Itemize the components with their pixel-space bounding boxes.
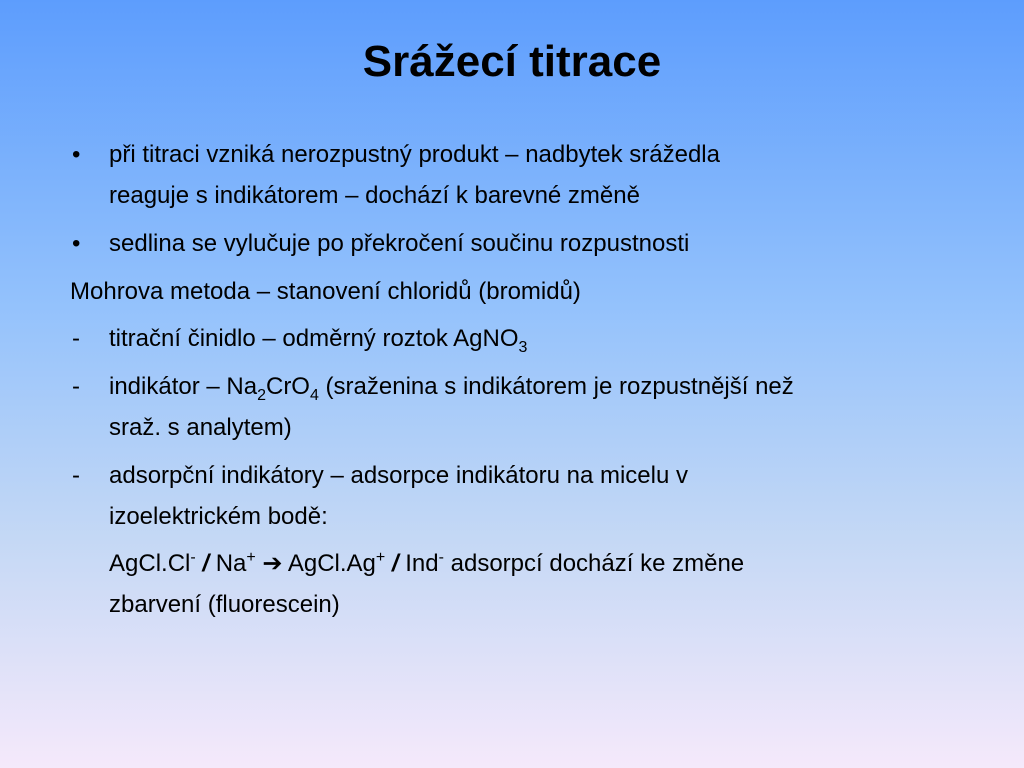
bullet-2-text: sedlina se vylučuje po překročení součinu rozpustnosti — [109, 230, 690, 257]
item-2-text-cont: sraž. s analytem) — [109, 414, 292, 441]
dash-marker: - — [72, 325, 80, 352]
bullet-marker: • — [72, 230, 81, 257]
slide-title: Srážecí titrace — [362, 37, 662, 86]
item-2-text: indikátor – $Na_2CrO_4$ (sraženina s indikátorem je rozpustnější než — [109, 373, 794, 404]
bullet-1-text: při titraci vzniká nerozpustný produkt – nadbytek srážedla — [109, 141, 720, 168]
equation-text-cont: zbarvení (fluorescein) — [109, 591, 340, 618]
item-3-text-cont: izoelektrickém bodě: — [109, 503, 328, 530]
item-1-text: titrační činidlo – odměrný roztok AgNO$_3$ — [109, 325, 528, 356]
bullet-1-text-cont: reaguje s indikátorem – dochází k barevné změně — [109, 182, 640, 209]
arrow-icon: ➔ — [255, 550, 288, 577]
adsorption-equation: AgCl.Cl- / Na+ ➔ AgCl.Ag+ / Ind- adsorpcí dochází ke změne — [109, 549, 745, 577]
item-3-text: adsorpční indikátory – adsorpce indikátoru na micelu v — [109, 462, 688, 489]
bullet-marker: • — [72, 141, 81, 168]
dash-marker: - — [72, 462, 80, 489]
mohr-heading: Mohrova metoda – stanovení chloridů (bromidů) — [70, 278, 581, 305]
dash-marker: - — [72, 373, 80, 400]
